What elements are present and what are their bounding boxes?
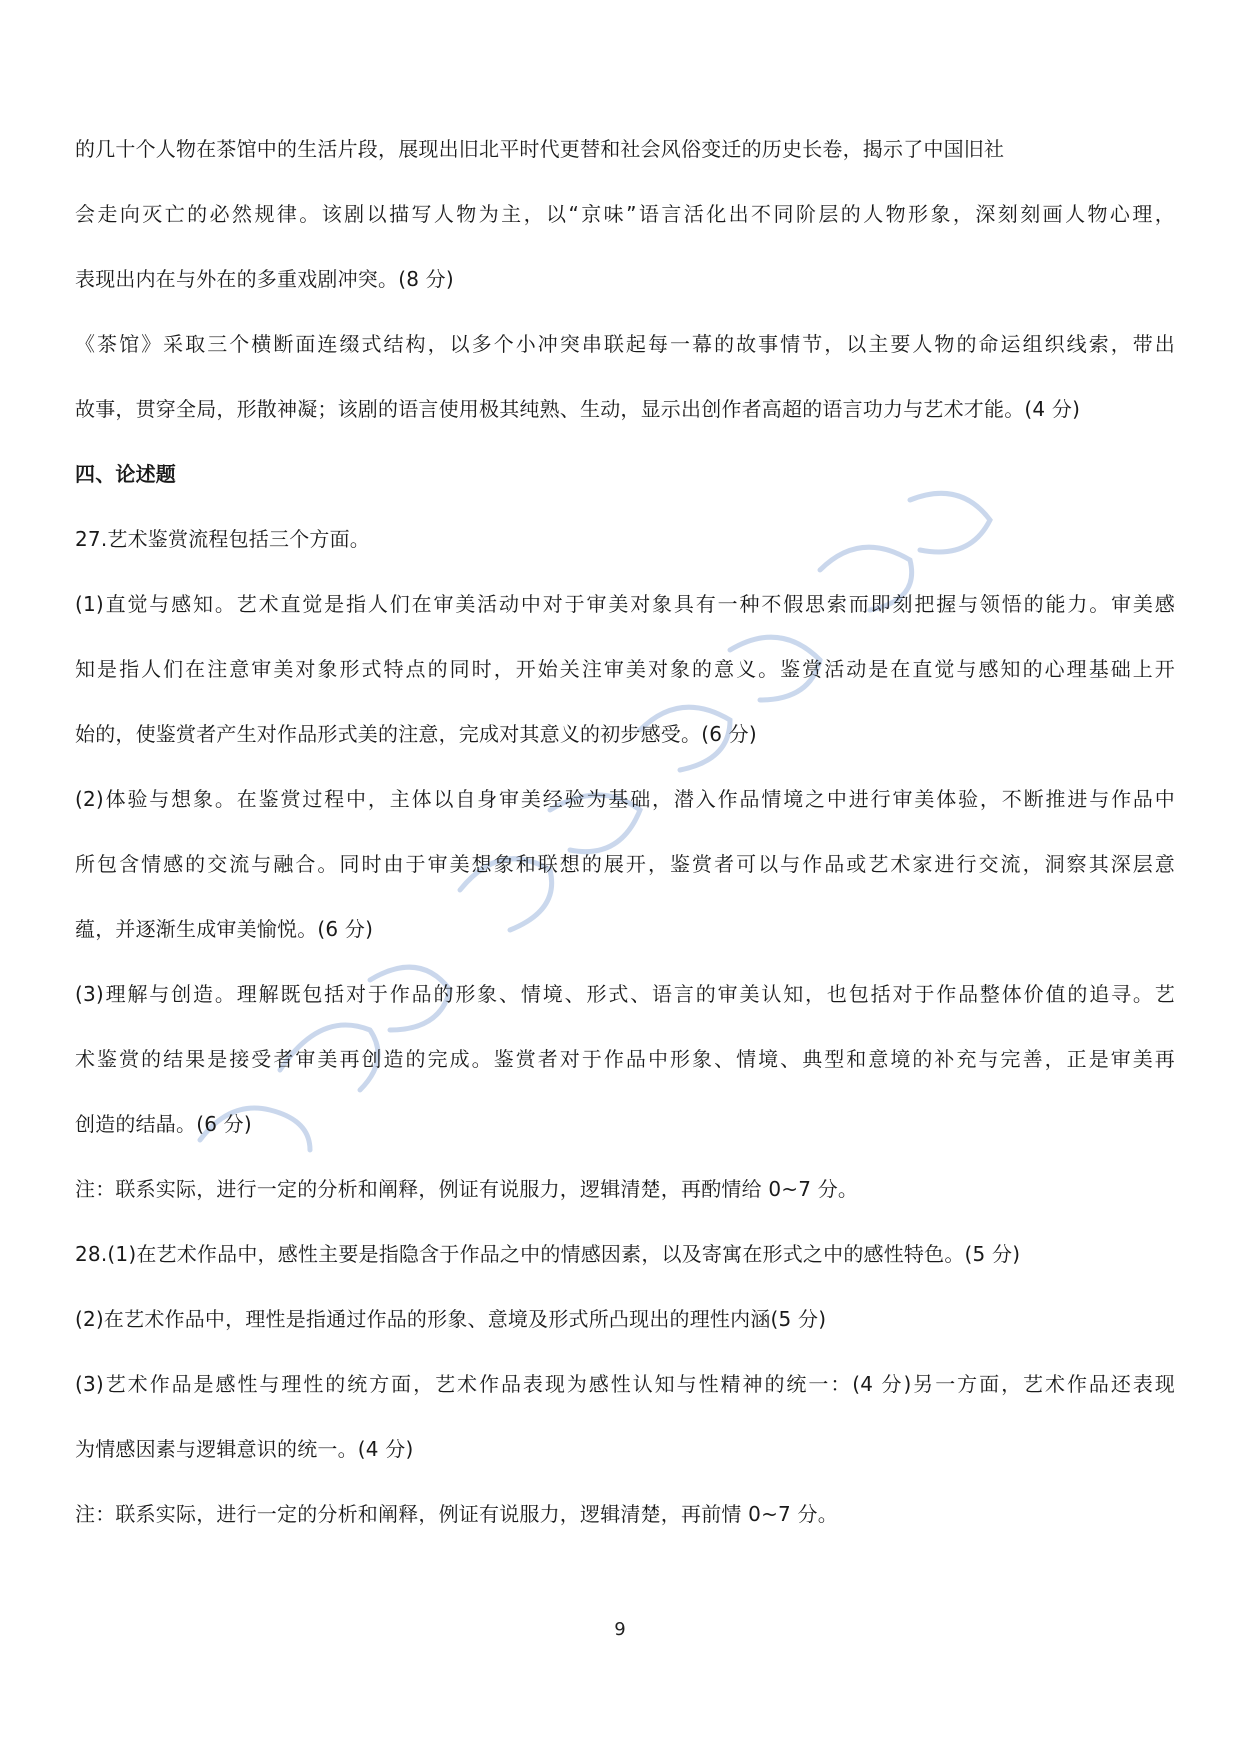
text-line: (2)体验与想象。在鉴赏过程中，主体以自身审美经验为基础，潜入作品情境之中进行审美体验，不断推进与作品中 <box>75 787 1175 811</box>
text-line: (1)直觉与感知。艺术直觉是指人们在审美活动中对于审美对象具有一种不假思索而即刻把握与领悟的能力。审美感 <box>75 592 1175 616</box>
text-line: 创造的结晶。(6 分) <box>75 1112 252 1136</box>
text-line: 始的，使鉴赏者产生对作品形式美的注意，完成对其意义的初步感受。(6 分) <box>75 722 757 746</box>
text-line: 为情感因素与逻辑意识的统一。(4 分) <box>75 1437 414 1461</box>
text-line: 的几十个人物在茶馆中的生活片段，展现出旧北平时代更替和社会风俗变迁的历史长卷，揭示了中国旧社 <box>75 137 1005 161</box>
page-number: 9 <box>614 1619 626 1640</box>
text-line: 知是指人们在注意审美对象形式特点的同时，开始关注审美对象的意义。鉴赏活动是在直觉与感知的心理基础上开 <box>75 657 1175 681</box>
text-line: 27.艺术鉴赏流程包括三个方面。 <box>75 527 371 551</box>
text-line: 蕴，并逐渐生成审美愉悦。(6 分) <box>75 917 374 941</box>
text-line: (2)在艺术作品中，理性是指通过作品的形象、意境及形式所凸现出的理性内涵(5 分) <box>75 1307 827 1331</box>
document-body <box>75 134 1175 1564</box>
text-line: 28.(1)在艺术作品中，感性主要是指隐含于作品之中的情感因素，以及寄寓在形式之中的感性特色。(5 分) <box>75 1242 1021 1266</box>
text-line: (3)艺术作品是感性与理性的统方面，艺术作品表现为感性认知与性精神的统一：(4 分)另一方面，艺术作品还表现 <box>75 1372 1175 1396</box>
text-line: 所包含情感的交流与融合。同时由于审美想象和联想的展开，鉴赏者可以与作品或艺术家进行交流，洞察其深层意 <box>75 852 1175 876</box>
text-line: 《茶馆》采取三个横断面连缀式结构，以多个小冲突串联起每一幕的故事情节，以主要人物的命运组织线索，带出 <box>75 332 1175 356</box>
text-line: 表现出内在与外在的多重戏剧冲突。(8 分) <box>75 267 454 291</box>
text-line: 会走向灭亡的必然规律。该剧以描写人物为主，以“京味”语言活化出不同阶层的人物形象，深刻刻画人物心理， <box>75 202 1175 226</box>
section-heading: 四、论述题 <box>75 462 176 486</box>
text-line: 术鉴赏的结果是接受者审美再创造的完成。鉴赏者对于作品中形象、情境、典型和意境的补充与完善，正是审美再 <box>75 1047 1175 1071</box>
text-line: 故事，贯穿全局，形散神凝；该剧的语言使用极其纯熟、生动，显示出创作者高超的语言功力与艺术才能。(4 分) <box>75 397 1081 421</box>
text-line: (3)理解与创造。理解既包括对于作品的形象、情境、形式、语言的审美认知，也包括对于作品整体价值的追寻。艺 <box>75 982 1175 1006</box>
text-line: 注：联系实际，进行一定的分析和阐释，例证有说服力，逻辑清楚，再酌情给 0~7 分。 <box>75 1177 859 1201</box>
text-line: 注：联系实际，进行一定的分析和阐释，例证有说服力，逻辑清楚，再前情 0~7 分。 <box>75 1502 838 1526</box>
